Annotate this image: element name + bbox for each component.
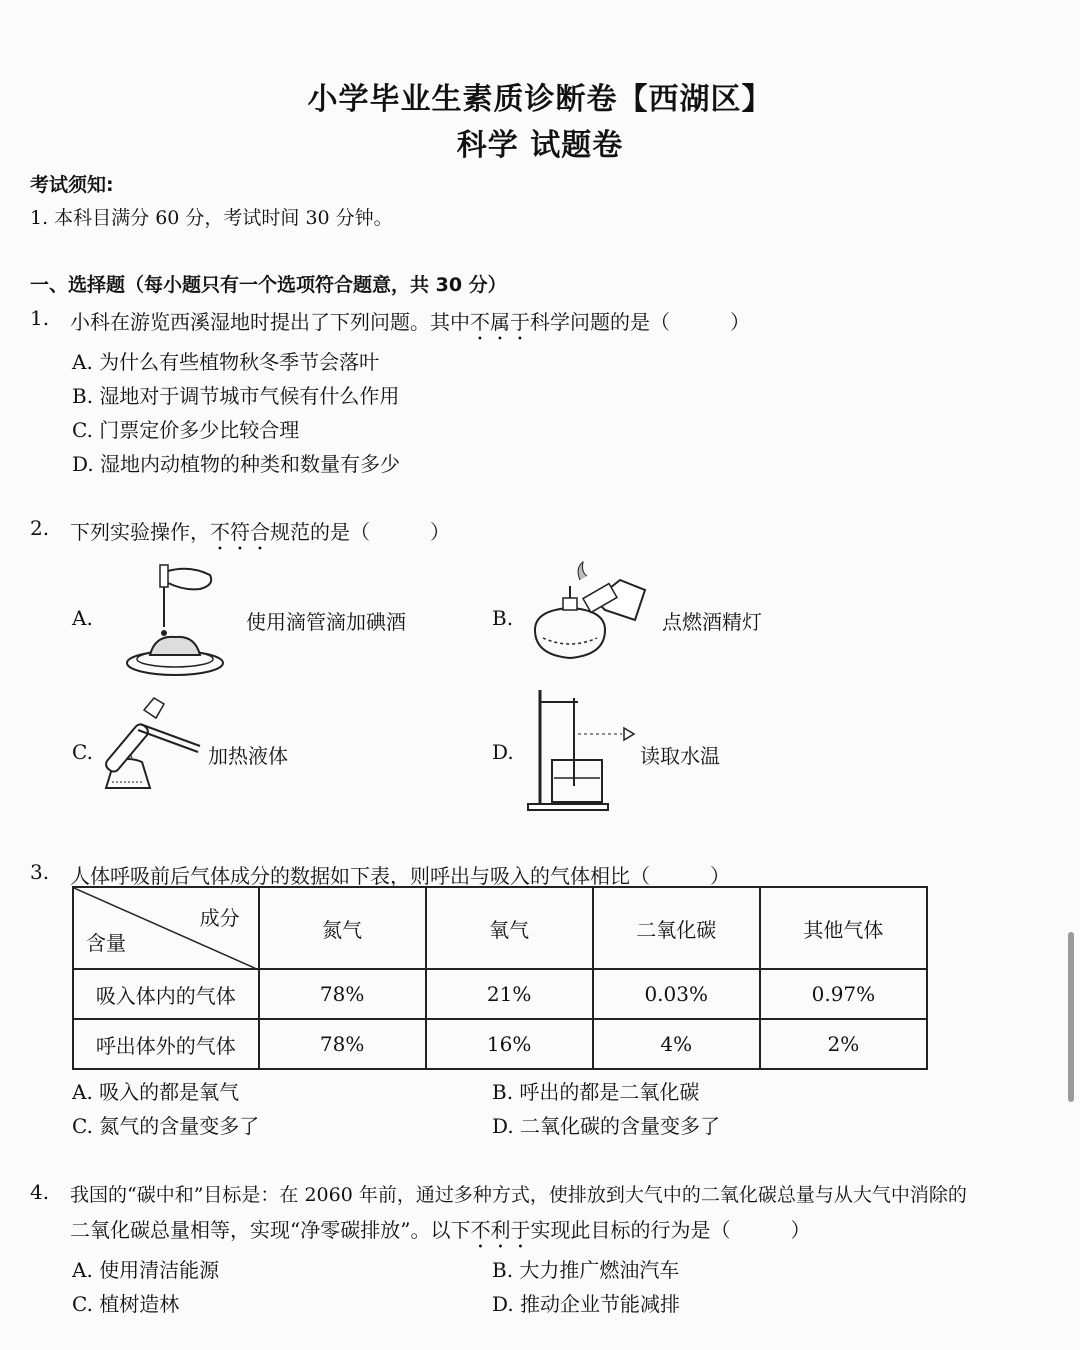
option-d[interactable]: D. 二氧化碳的含量变多了 [492, 1114, 721, 1138]
option-b-letter[interactable]: B. [492, 606, 514, 630]
notice-item: 1. 本科目满分 60 分，考试时间 30 分钟。 [30, 207, 393, 229]
corner-bottom-label: 含量 [86, 931, 126, 955]
gas-table [72, 886, 928, 1070]
row-label: 呼出体外的气体 [73, 1019, 259, 1069]
alcohol-lamp-icon [525, 560, 660, 672]
option-b[interactable]: B. 大力推广燃油汽车 [492, 1258, 680, 1282]
option-a[interactable]: A. 使用清洁能源 [72, 1258, 220, 1282]
column-header: 二氧化碳 [593, 887, 760, 969]
option-a-caption: 使用滴管滴加碘酒 [246, 610, 406, 634]
table-cell: 78% [259, 969, 426, 1019]
question-stem-line2: 二氧化碳总量相等，实现“净零碳排放”。以下不利于实现此目标的行为是（ ） [70, 1218, 811, 1242]
table-cell: 0.97% [760, 969, 927, 1019]
test-tube-heating-icon [98, 690, 213, 802]
option-b[interactable]: B. 湿地对于调节城市气候有什么作用 [72, 384, 400, 408]
page-subtitle: 科学 试题卷 [456, 128, 624, 163]
corner-top-label: 成分 [199, 906, 240, 930]
option-c-caption: 加热液体 [208, 744, 288, 768]
table-cell: 78% [259, 1019, 426, 1069]
option-d-caption: 读取水温 [640, 744, 720, 768]
option-c[interactable]: C. 门票定价多少比较合理 [72, 418, 300, 442]
emphasis-text: 不利于 [470, 1218, 531, 1242]
table-corner-cell [73, 887, 259, 969]
table-cell: 0.03% [593, 969, 760, 1019]
column-header: 氧气 [426, 887, 593, 969]
table-cell: 16% [426, 1019, 593, 1069]
page-title: 小学毕业生素质诊断卷【西湖区】 [307, 82, 773, 117]
question-number: 1. [30, 306, 50, 330]
option-b-caption: 点燃酒精灯 [662, 610, 762, 634]
dropper-icon [120, 555, 230, 685]
section-heading: 一、选择题（每小题只有一个选项符合题意，共 30 分） [30, 274, 507, 296]
option-c-letter[interactable]: C. [72, 740, 93, 764]
row-label: 吸入体内的气体 [73, 969, 259, 1019]
table-row [73, 1019, 927, 1069]
question-stem: 小科在游览西溪湿地时提出了下列问题。其中不属于科学问题的是（ ） [70, 310, 750, 334]
question-stem-line1: 我国的“碳中和”目标是：在 2060 年前，通过多种方式，使排放到大气中的二氧化碳总量与从大气中消除的 [70, 1184, 967, 1206]
option-c[interactable]: C. 氮气的含量变多了 [72, 1114, 260, 1138]
question-stem: 下列实验操作，不符合规范的是（ ） [70, 520, 450, 544]
table-cell: 21% [426, 969, 593, 1019]
option-d[interactable]: D. 湿地内动植物的种类和数量有多少 [72, 452, 401, 476]
option-a[interactable]: A. 为什么有些植物秋冬季节会落叶 [72, 350, 380, 374]
thermometer-beaker-icon [522, 686, 642, 814]
question-number: 4. [30, 1180, 50, 1204]
option-b[interactable]: B. 呼出的都是二氧化碳 [492, 1080, 700, 1104]
notice-heading: 考试须知: [30, 174, 114, 196]
emphasis-text: 不属于 [470, 310, 530, 334]
option-a-letter[interactable]: A. [72, 606, 93, 630]
column-header: 氮气 [259, 887, 426, 969]
question-stem: 人体呼吸前后气体成分的数据如下表，则呼出与吸入的气体相比（ ） [70, 864, 730, 888]
option-d[interactable]: D. 推动企业节能减排 [492, 1292, 681, 1316]
emphasis-text: 不符合 [210, 520, 270, 544]
scrollbar[interactable] [1068, 932, 1074, 1102]
question-number: 2. [30, 516, 50, 540]
option-d-letter[interactable]: D. [492, 740, 514, 764]
column-header: 其他气体 [760, 887, 927, 969]
table-cell: 4% [593, 1019, 760, 1069]
option-a[interactable]: A. 吸入的都是氧气 [72, 1080, 240, 1104]
option-c[interactable]: C. 植树造林 [72, 1292, 180, 1316]
table-cell: 2% [760, 1019, 927, 1069]
table-row [73, 969, 927, 1019]
question-number: 3. [30, 860, 50, 884]
